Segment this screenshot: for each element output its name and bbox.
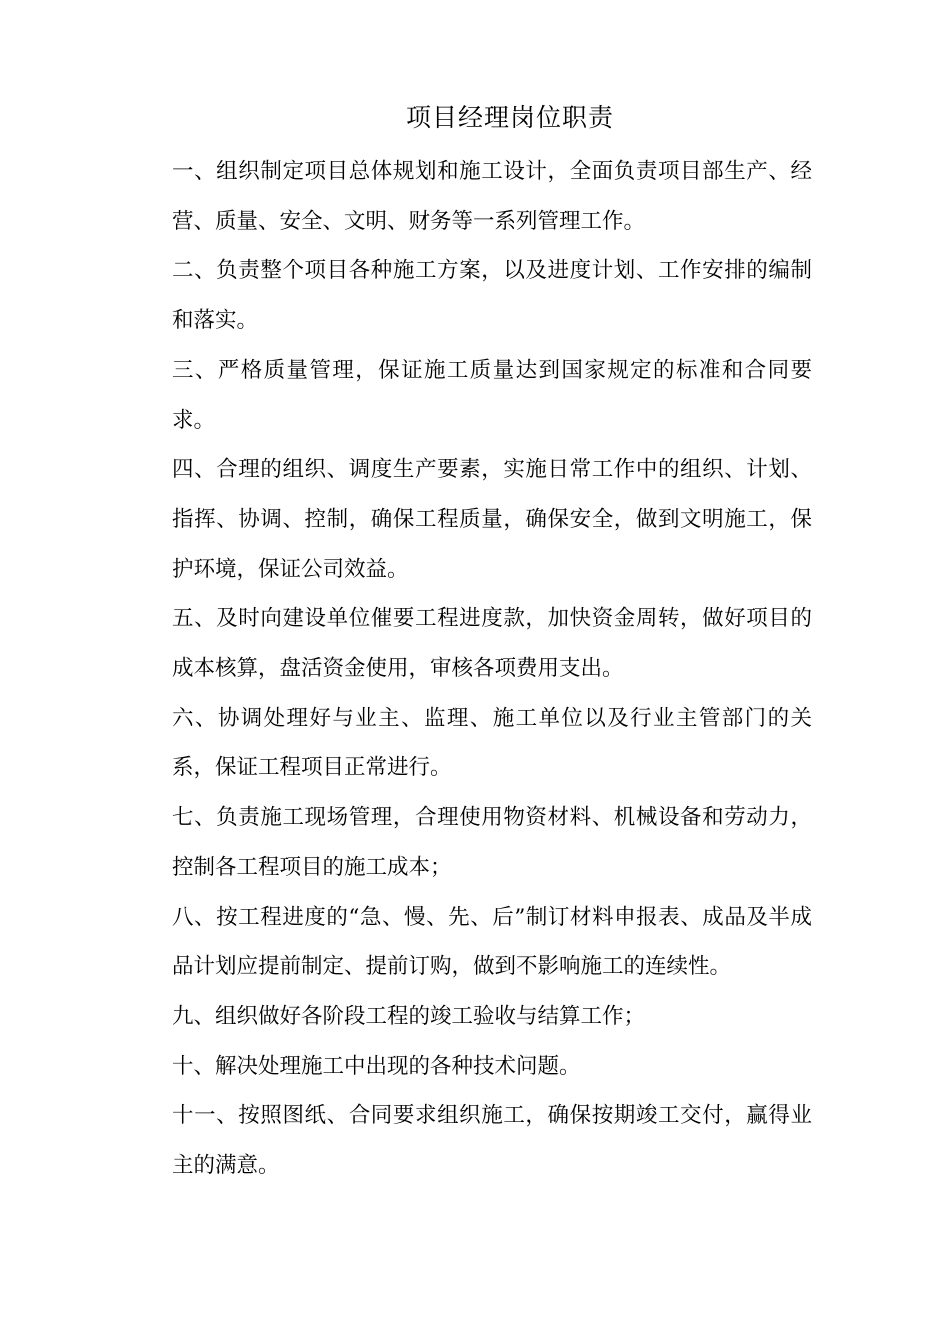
paragraph-11: 十一、按照图纸、合同要求组织施工，确保按期竣工交付，赢得业主的满意。 xyxy=(172,1103,812,1179)
document-title: 项目经理岗位职责 xyxy=(405,103,614,132)
paragraph-5: 五、及时向建设单位催要工程进度款，加快资金周转，做好项目的成本核算，盘活资金使用，审核各项费用支出。 xyxy=(172,606,812,682)
paragraph-7: 七、负责施工现场管理，合理使用物资材料、机械设备和劳动力，控制各工程项目的施工成本； xyxy=(172,805,812,880)
paragraph-6: 六、协调处理好与业主、监理、施工单位以及行业主管部门的关系，保证工程项目正常进行。 xyxy=(172,705,812,781)
paragraph-3: 三、严格质量管理，保证施工质量达到国家规定的标准和合同要求。 xyxy=(172,357,812,433)
paragraph-2: 二、负责整个项目各种施工方案，以及进度计划、工作安排的编制和落实。 xyxy=(172,258,812,334)
paragraph-1: 一、组织制定项目总体规划和施工设计，全面负责项目部生产、经营、质量、安全、文明、财务等一系列管理工作。 xyxy=(172,159,812,234)
paragraph-10: 十、解决处理施工中出现的各种技术问题。 xyxy=(172,1053,581,1079)
document-body xyxy=(172,147,812,1191)
paragraph-4: 四、合理的组织、调度生产要素，实施日常工作中的组织、计划、指挥、协调、控制，确保工程质量，确保安全，做到文明施工，保护环境，保证公司效益。 xyxy=(172,457,812,582)
paragraph-8: 八、按工程进度的“急、慢、先、后”制订材料申报表、成品及半成品计划应提前制定、提前订购，做到不影响施工的连续性。 xyxy=(172,904,812,980)
paragraph-9: 九、组织做好各阶段工程的竣工验收与结算工作； xyxy=(172,1003,646,1029)
